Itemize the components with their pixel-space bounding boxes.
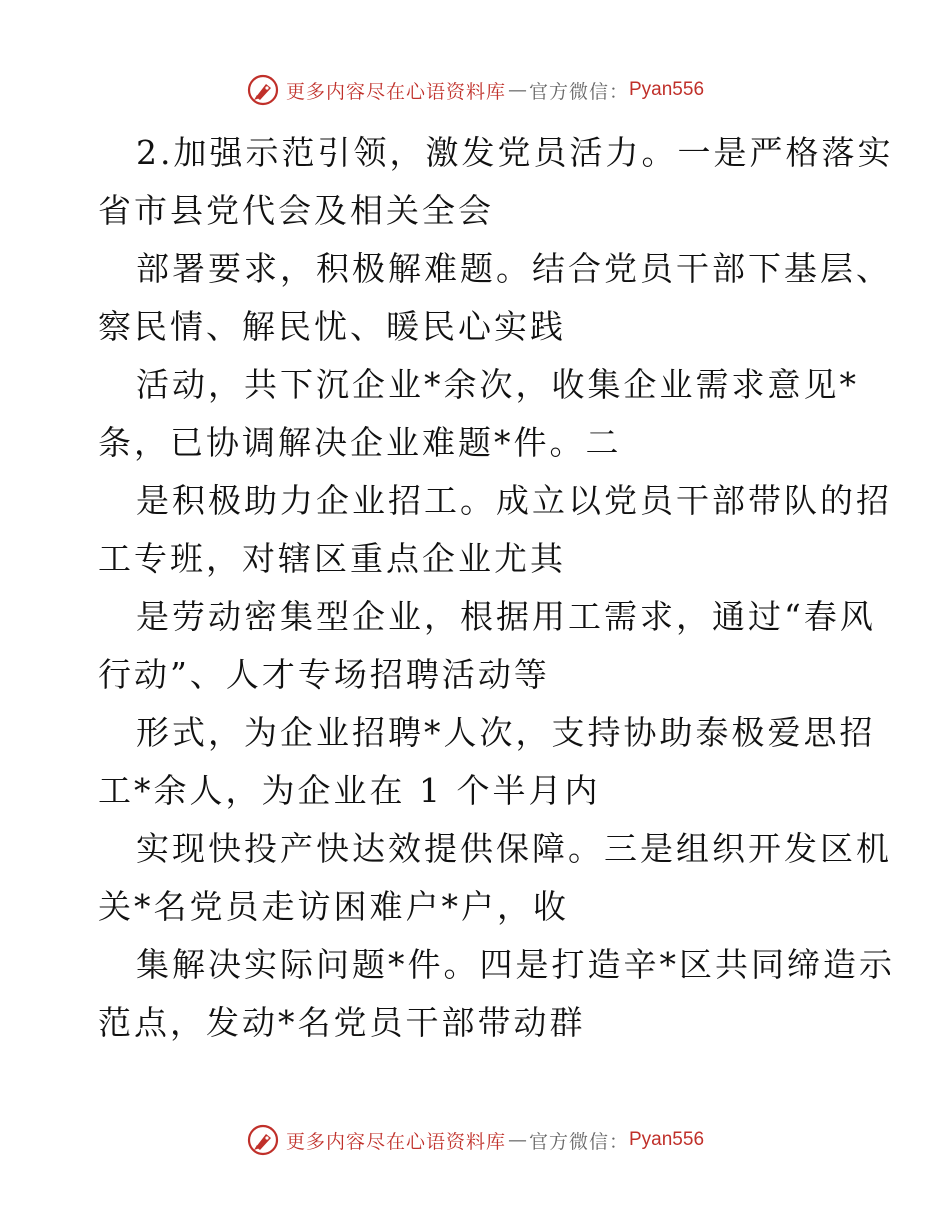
pen-nib-logo-icon: [246, 73, 280, 107]
watermark-main-text: 更多内容尽在心语资料库: [285, 1130, 506, 1153]
text-line: 行动”、人才专场招聘活动等: [98, 655, 550, 694]
paragraph: [98, 704, 876, 820]
paragraph: [98, 472, 892, 588]
text-line: 2.加强示范引领，激发党员活力。一是严格落实: [136, 133, 894, 172]
watermark-official-label: 官方微信：: [528, 80, 629, 103]
paragraph: [98, 356, 858, 472]
paragraph: [98, 240, 892, 356]
text-line: 是劳动密集型企业，根据用工需求，通过“春风: [136, 597, 876, 636]
text-line: 形式，为企业招聘*人次，支持协助泰极爱思招: [136, 713, 876, 752]
footer-watermark: [0, 1120, 950, 1160]
watermark-separator: —: [507, 79, 527, 101]
text-line: 工*余人，为企业在 1 个半月内: [98, 771, 601, 810]
text-line: 范点，发动*名党员干部带动群: [98, 1003, 586, 1042]
paragraph: [98, 588, 876, 704]
paragraph: [98, 936, 895, 1052]
text-line: 部署要求，积极解难题。结合党员干部下基层、: [136, 249, 892, 288]
header-watermark: [0, 70, 950, 110]
watermark-wechat-id: Pyan556: [629, 79, 705, 100]
text-line: 条，已协调解决企业难题*件。二: [98, 423, 622, 462]
pen-nib-logo-icon: [246, 1123, 280, 1157]
text-line: 活动，共下沉企业*余次，收集企业需求意见*: [136, 365, 859, 404]
text-line: 省市县党代会及相关全会: [98, 191, 494, 230]
watermark-main-text: 更多内容尽在心语资料库: [285, 80, 506, 103]
text-line: 是积极助力企业招工。成立以党员干部带队的招: [136, 481, 892, 520]
watermark-official-label: 官方微信：: [528, 1130, 629, 1153]
text-line: 实现快投产快达效提供保障。三是组织开发区机: [136, 829, 892, 868]
paragraph: [98, 124, 894, 240]
watermark-separator: —: [507, 1129, 527, 1151]
text-line: 集解决实际问题*件。四是打造辛*区共同缔造示: [136, 945, 895, 984]
text-line: 工专班，对辖区重点企业尤其: [98, 539, 566, 578]
text-line: 察民情、解民忧、暖民心实践: [98, 307, 566, 346]
document-body: [98, 124, 895, 1052]
text-line: 关*名党员走访困难户*户，收: [98, 887, 569, 926]
paragraph: [98, 820, 892, 936]
watermark-wechat-id: Pyan556: [629, 1129, 705, 1150]
